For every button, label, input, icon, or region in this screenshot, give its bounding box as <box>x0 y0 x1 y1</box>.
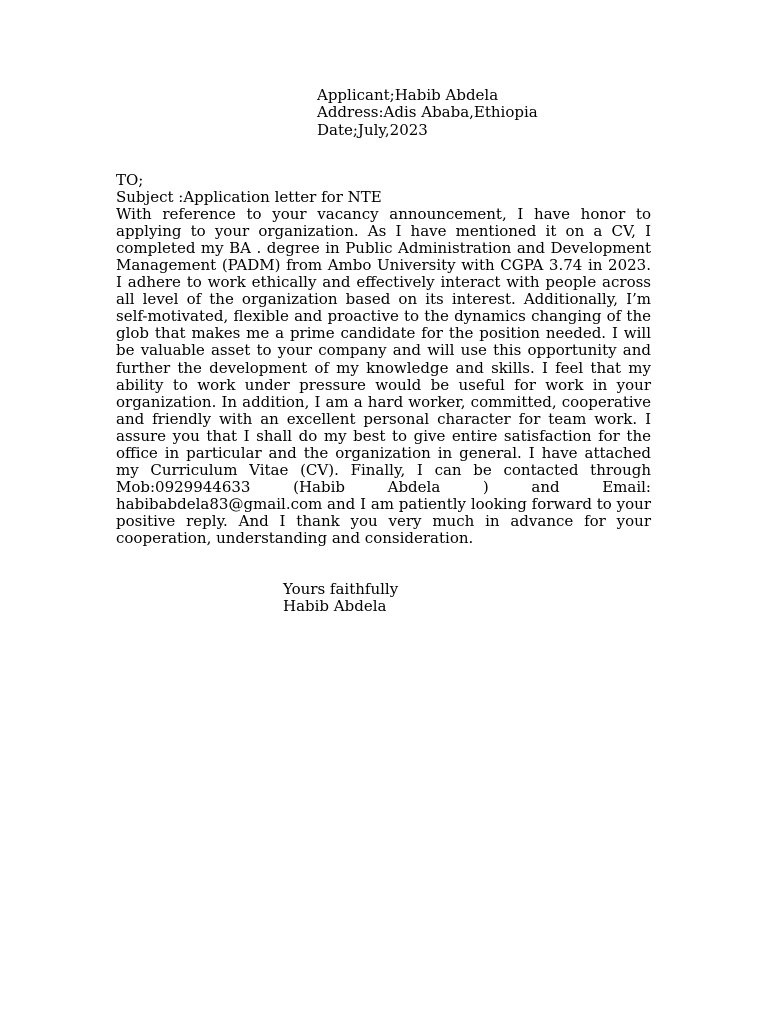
letter-content <box>116 172 651 547</box>
letter-date: Date;July,2023 <box>317 120 428 139</box>
letter-body: With reference to your vacancy announcement, I have honor to applying to your organization. As I have mentioned it on a CV, I completed my BA . degree in Public Administration and Development Management (PADM) from Ambo University with CGPA 3.74 in 2023. I adhere to work ethically and effectively interact with people across all level of the organization based on its interest. Additionally, I’m self-motivated, flexible and proactive to the dynamics changing of the glob that makes me a prime candidate for the position needed. I will be valuable asset to your company and will use this opportunity and further the development of my knowledge and skills. I feel that my ability to work under pressure would be useful for work in your organization. In addition, I am a hard worker, committed, cooperative and friendly with an excellent personal character for team work. I assure you that I shall do my best to give entire satisfaction for the office in particular and the organization in general. I have attached my Curriculum Vitae (CV). Finally, I can be contacted through Mob:0929944633 (Habib Abdela ) and Email: habibabdela83@gmail.com and I am patiently looking forward to your positive reply. And I thank you very much in advance for your cooperation, understanding and consideration. <box>116 205 651 547</box>
applicant-header <box>317 87 538 139</box>
closing-salutation: Yours faithfully <box>283 580 399 598</box>
applicant-name: Applicant;Habib Abdela <box>317 86 499 104</box>
closing-block <box>283 581 398 616</box>
applicant-address: Address:Adis Ababa,Ethiopia <box>317 103 538 122</box>
subject-line: Subject :Application letter for NTE <box>116 188 382 207</box>
recipient-line: TO; <box>116 171 144 189</box>
signature-name: Habib Abdela <box>283 597 387 616</box>
